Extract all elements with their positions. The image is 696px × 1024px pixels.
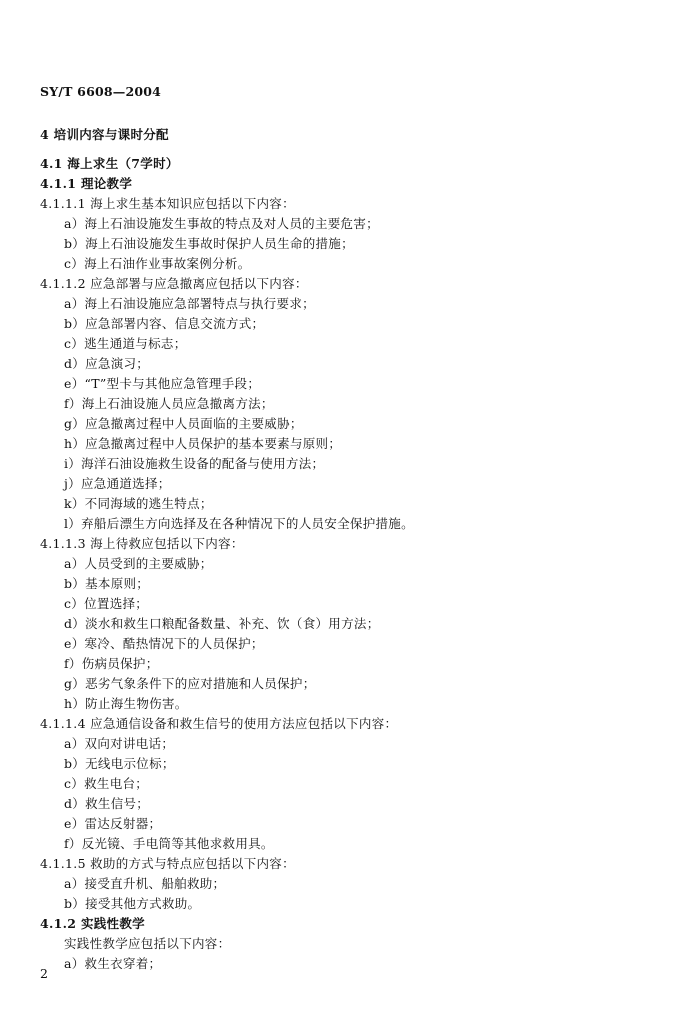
page-number: 2 (40, 966, 49, 981)
list-item: a）救生衣穿着； (64, 956, 162, 971)
list-item: b）基本原则； (64, 576, 150, 591)
clause-heading: 4.1 海上求生（7学时） (40, 156, 179, 171)
list-item: l）弃船后漂生方向选择及在各种情况下的人员安全保护措施。 (64, 516, 414, 531)
list-item: k）不同海域的逃生特点； (64, 496, 213, 511)
list-item: c）逃生通道与标志； (64, 336, 187, 351)
list-item: b）海上石油设施发生事故时保护人员生命的措施； (64, 236, 354, 251)
list-item: b）应急部署内容、信息交流方式； (64, 316, 265, 331)
list-item: a）人员受到的主要威胁； (64, 556, 213, 571)
list-item: g）应急撤离过程中人员面临的主要威胁； (64, 416, 303, 431)
list-item: e）“T”型卡与其他应急管理手段； (64, 376, 261, 391)
clause-heading: 4.1.1 理论教学 (40, 176, 133, 191)
clause-heading: 4.1.1.4 应急通信设备和救生信号的使用方法应包括以下内容： (40, 716, 398, 731)
list-item: c）救生电台； (64, 776, 149, 791)
section-heading: 4 培训内容与课时分配 (40, 127, 169, 142)
list-item: a）海上石油设施应急部署特点与执行要求； (64, 296, 315, 311)
list-item: h）应急撤离过程中人员保护的基本要素与原则； (64, 436, 342, 451)
list-item: c）海上石油作业事故案例分析。 (64, 256, 251, 271)
clause-heading: 4.1.2 实践性教学 (40, 916, 145, 931)
list-item: a）海上石油设施发生事故的特点及对人员的主要危害； (64, 216, 379, 231)
clause-heading: 4.1.1.3 海上待救应包括以下内容： (40, 536, 244, 551)
list-item: e）寒冷、酷热情况下的人员保护； (64, 636, 264, 651)
list-item: g）恶劣气象条件下的应对措施和人员保护； (64, 676, 316, 691)
list-item: d）应急演习； (64, 356, 150, 371)
list-item: a）接受直升机、船舶救助； (64, 876, 226, 891)
list-item: i）海洋石油设施救生设备的配备与使用方法； (64, 456, 325, 471)
list-item: f）伤病员保护； (64, 656, 159, 671)
list-item: j）应急通道选择； (64, 476, 171, 491)
list-item: c）位置选择； (64, 596, 149, 611)
list-item: d）淡水和救生口粮配备数量、补充、饮（食）用方法； (64, 616, 380, 631)
paragraph: 实践性教学应包括以下内容： (64, 936, 231, 951)
clause-heading: 4.1.1.1 海上求生基本知识应包括以下内容： (40, 196, 295, 211)
list-item: d）救生信号； (64, 796, 150, 811)
list-item: h）防止海生物伤害。 (64, 696, 188, 711)
list-item: f）反光镜、手电筒等其他求救用具。 (64, 836, 274, 851)
list-item: b）接受其他方式救助。 (64, 896, 201, 911)
list-item: a）双向对讲电话； (64, 736, 175, 751)
standard-code: SY/T 6608—2004 (40, 84, 162, 99)
list-item: b）无线电示位标； (64, 756, 175, 771)
list-item: f）海上石油设施人员应急撤离方法； (64, 396, 274, 411)
clause-heading: 4.1.1.5 救助的方式与特点应包括以下内容： (40, 856, 295, 871)
list-item: e）雷达反射器； (64, 816, 162, 831)
clause-heading: 4.1.1.2 应急部署与应急撤离应包括以下内容： (40, 276, 308, 291)
